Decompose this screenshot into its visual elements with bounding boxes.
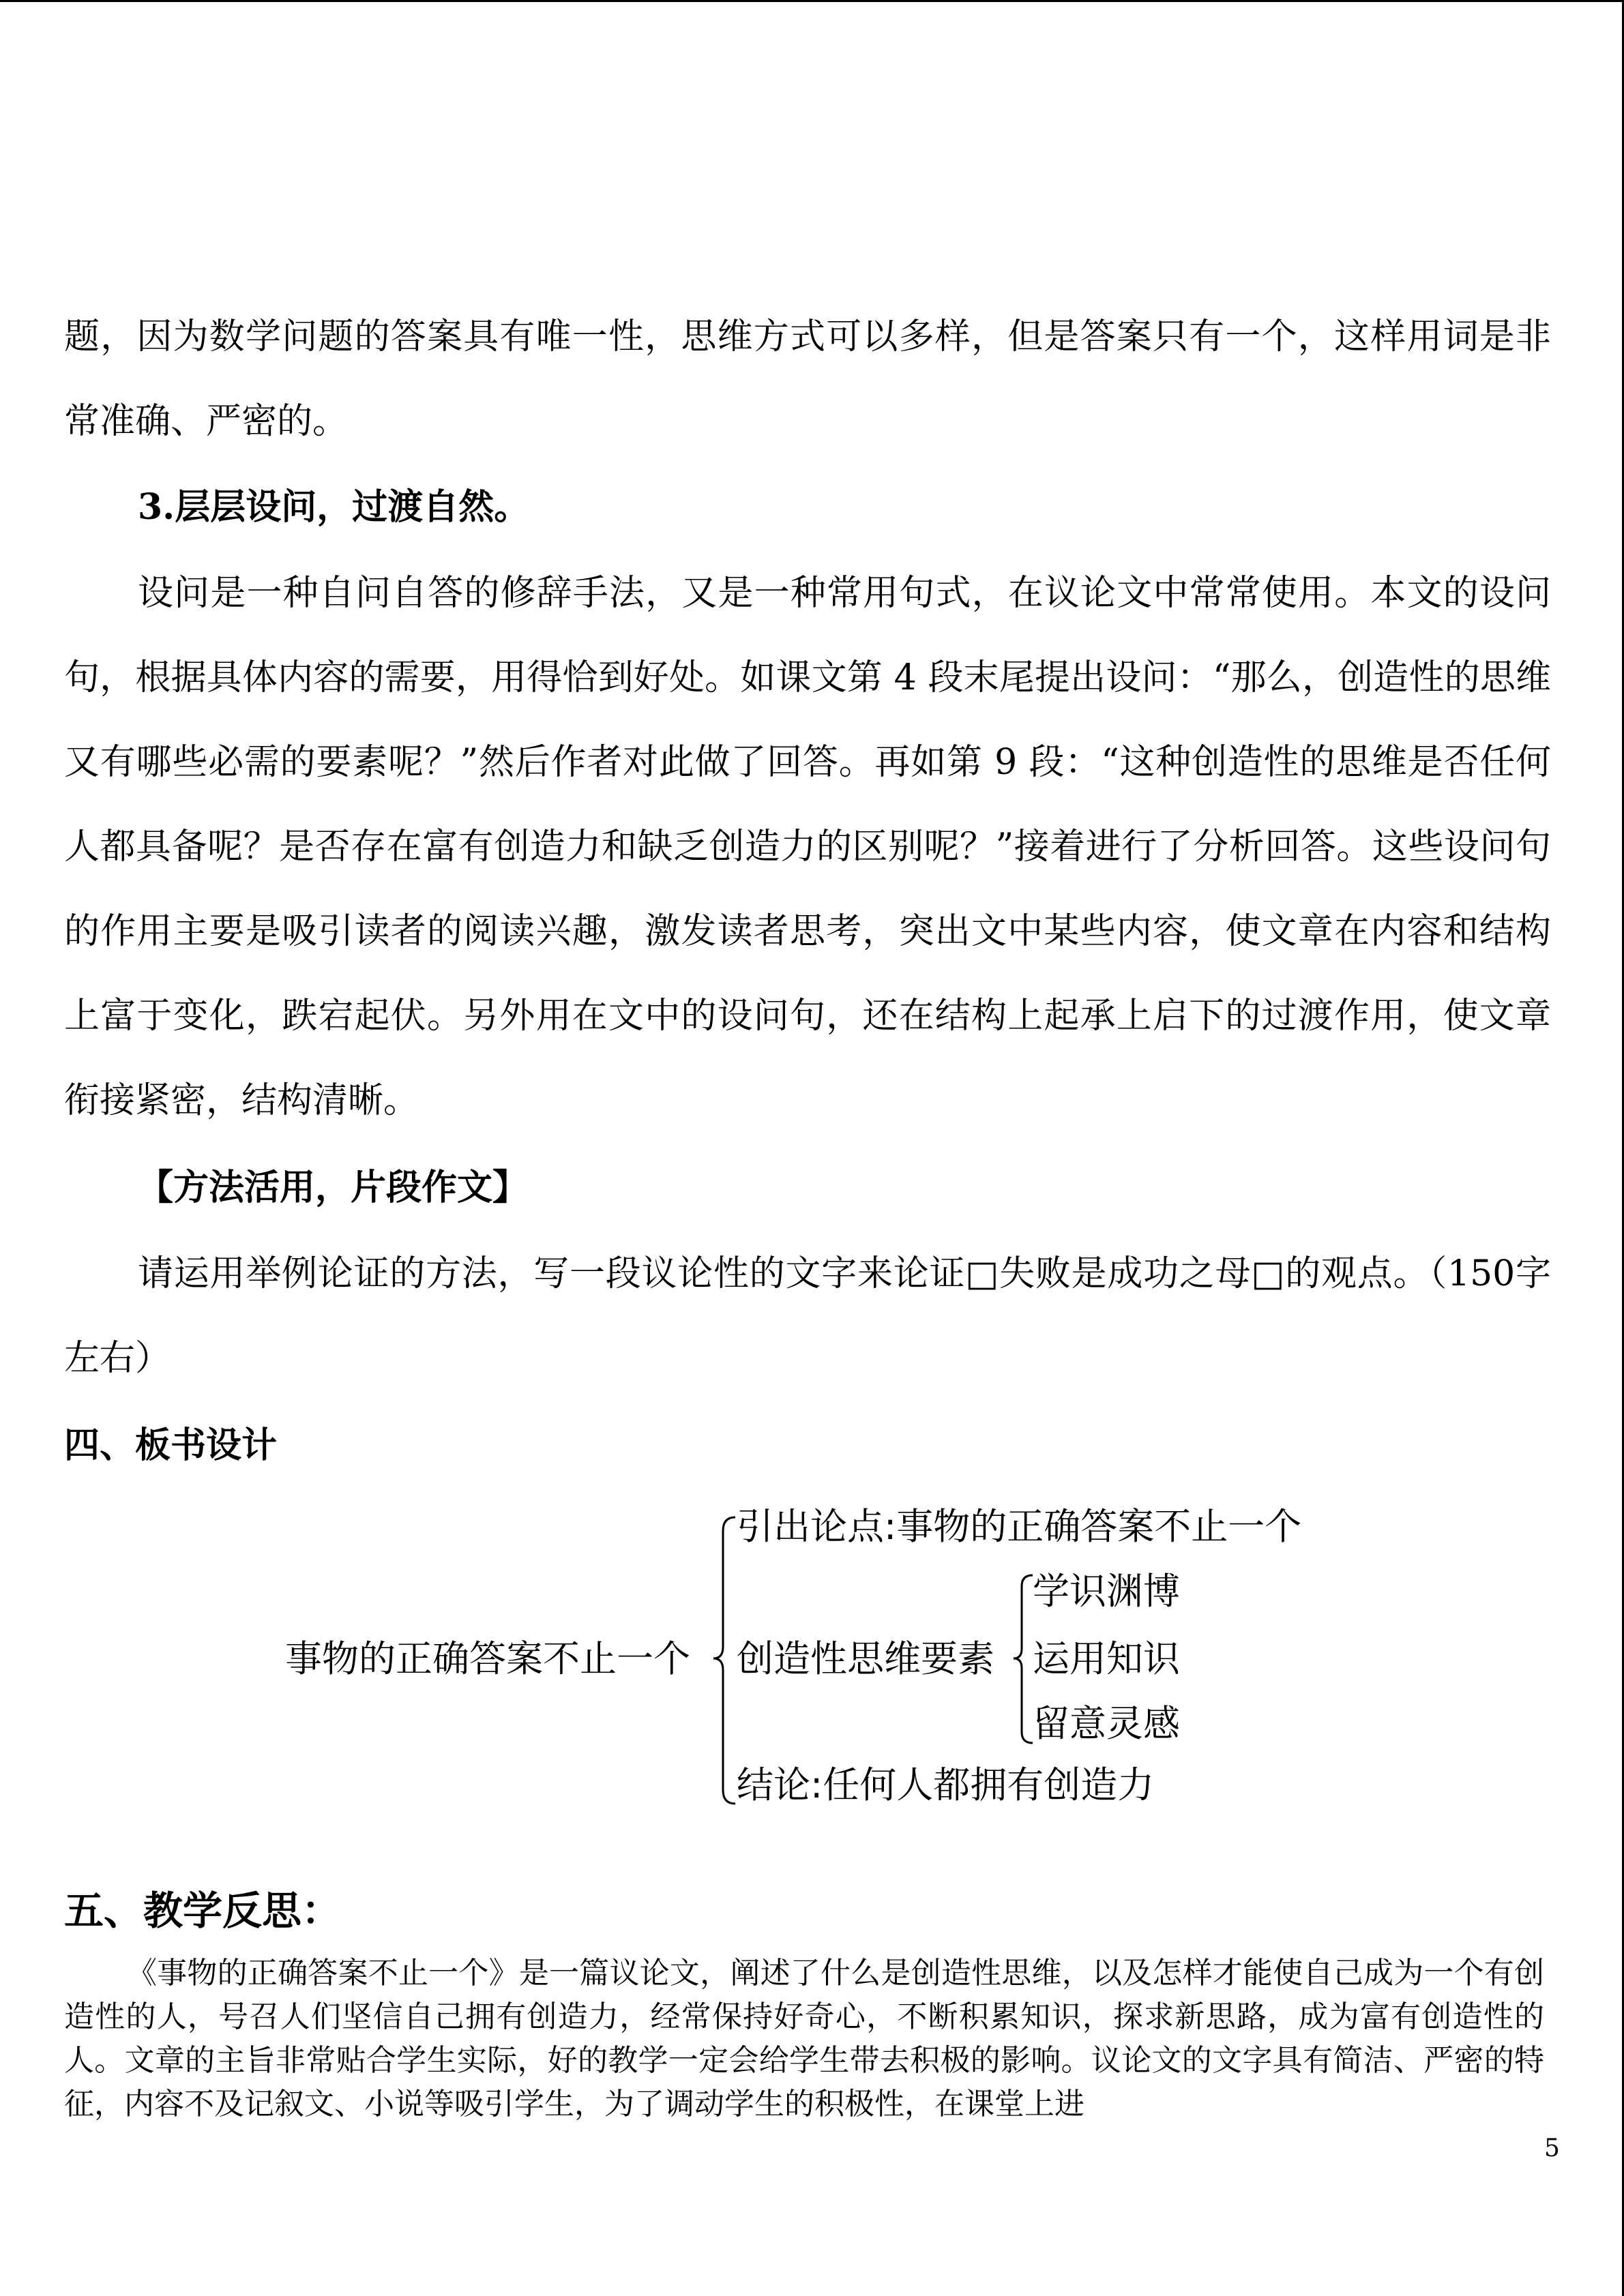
subheading-rhetorical-questions: 3.层层设问，过渡自然。 <box>138 486 530 528</box>
diagram-branch-elements: 创造性思维要素 <box>737 1637 994 1680</box>
diagram-branch-conclusion: 结论:任何人都拥有创造力 <box>737 1763 1155 1806</box>
paragraph-continuation: 题，因为数学问题的答案具有唯一性，思维方式可以多样，但是答案只有一个，这样用词是非常准确、严密的。 <box>64 316 1551 442</box>
paragraph-reflection: 《事物的正确答案不止一个》是一篇议论文，阐述了什么是创造性思维，以及怎样才能使自己成为一个有创造性的人，号召人们坚信自己拥有创造力，经常保持好奇心，不断积累知识，探求新思路，成为富有创造性的人。文章的主旨非常贴合学生实际，好的教学一定会给学生带去积极的影响。议论文的文字具有简洁、严密的特征，内容不及记叙文、小说等吸引学生，为了调动学生的积极性，在课堂上进 <box>64 1956 1544 2121</box>
diagram-sub-inspiration: 留意灵感 <box>1033 1702 1180 1745</box>
subheading-method-practice: 【方法活用，片段作文】 <box>138 1167 529 1208</box>
sub-brace-icon <box>1014 1575 1033 1743</box>
section-heading-board-design: 四、板书设计 <box>64 1425 278 1466</box>
page-top-border <box>0 0 1624 2</box>
paragraph-rhetorical-questions: 设问是一种自问自答的修辞手法，又是一种常用句式，在议论文中常常使用。本文的设问句，根据具体内容的需要，用得恰到好处。如课文第 4 段末尾提出设问：“那么，创造性的思维又有哪些必需的要素呢？”然后作者对此做了回答。再如第 9 段：“这种创造性的思维是否任何人都具备呢？是否存在富有创造力和缺乏创造力的区别呢？”接着进行了分析回答。这些设问句的作用主要是吸引读者的阅读兴趣，激发读者思考，突出文中某些内容，使文章在内容和结构上富于变化，跌宕起伏。另外用在文中的设问句，还在结构上起承上启下的过渡作用，使文章衔接紧密，结构清晰。 <box>64 573 1551 1121</box>
diagram-root-text: 事物的正确答案不止一个 <box>285 1637 690 1680</box>
diagram-branch-thesis: 引出论点:事物的正确答案不止一个 <box>737 1505 1302 1548</box>
diagram-sub-knowledge: 学识渊博 <box>1033 1570 1180 1613</box>
paragraph-writing-task: 请运用举例论证的方法，写一段议论性的文字来论证□失败是成功之母□的观点。（150字左右） <box>64 1253 1551 1379</box>
diagram-sub-apply: 运用知识 <box>1033 1637 1180 1680</box>
page-number: 5 <box>1544 2134 1560 2162</box>
section-heading-reflection: 五、教学反思： <box>64 1888 342 1934</box>
main-brace-icon <box>713 1517 735 1804</box>
